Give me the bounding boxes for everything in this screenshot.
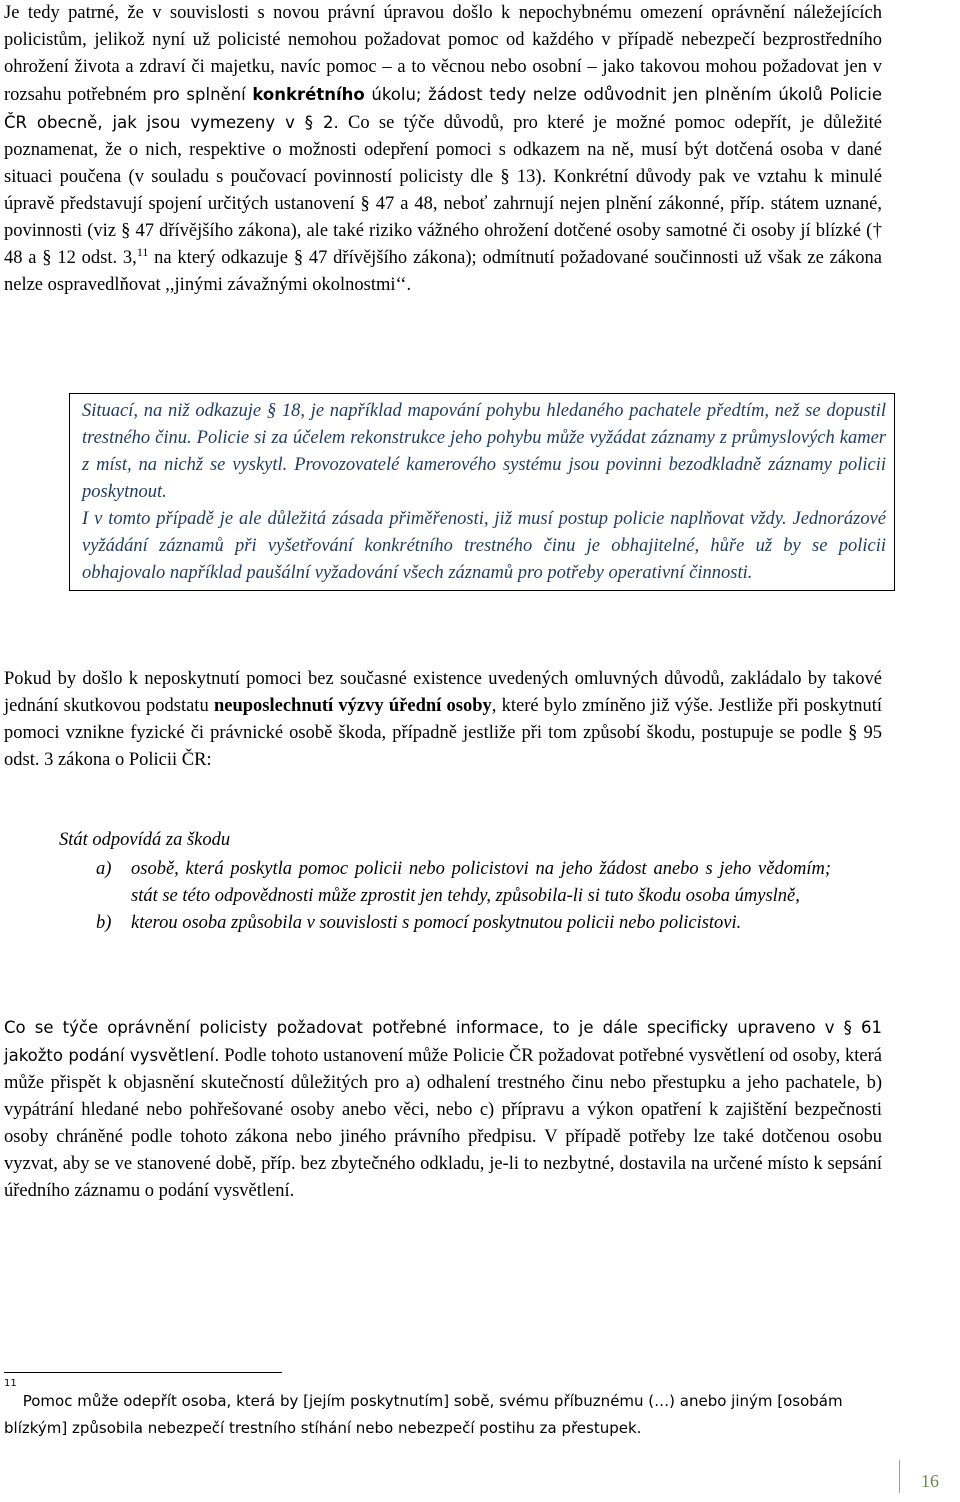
page-number: 16 [899, 1460, 960, 1493]
example-box-paragraph-2: I v tomto případě je ale důležitá zásada přiměřenosti, již musí postup policie naplňovat vždy. Jednorázové vyžádání záznamů při vyšetřování konkrétního trestného činu je obhajitelné, hůře už by se policii obhajovalo například paušální vyžadování všech záznamů pro potřeby operativní činnosti. [82, 509, 886, 583]
law-quote-item-text: osobě, která poskytla pomoc policii nebo policistovi na jeho žádost anebo s jeho vědomím; stát se této odpovědnosti může zprostit jen tehdy, způsobila-li si tuto škodu osoba úmyslně, [131, 859, 831, 906]
paragraph-2-bold: neuposlechnutí výzvy úřední osoby [213, 696, 492, 716]
paragraph-1-part-2: pro splnění [152, 85, 253, 104]
law-quote-item-label: b) [96, 913, 112, 933]
example-box [69, 393, 895, 591]
law-quote-heading: Stát odpovídá za škodu [59, 830, 231, 850]
footnote-reference[interactable]: 11 [136, 244, 149, 259]
paragraph-1-part-3: úkolu; žádost tedy nelze odůvodnit jen plněním úkolů Policie ČR obecně, jak jsou vymezeny v § 2. [4, 85, 882, 132]
paragraph-1-part-4: Co se týče důvodů, pro které je možné pomoc odepřít, je důležité poznamenat, že o nich, respektive o možnosti odepření pomoci s odkazem na ně, musí být dotčená osoba v dané situaci poučena (v souladu s poučovací povinností policisty dle § 13). Konkrétní důvody pak ve vztahu k minulé úpravě představují spojení určitých ustanovení § 47 a 48, neboť zahrnují nejen plnění zákonné, příp. státem uznané, povinnosti (viz § 47 dřívějšího zákona), ale také riziko vážného ohrožení dotčené osoby samotné či osoby jí blízké († 48 a § 12 odst. 3, [4, 113, 882, 268]
footnote-number: 11 [4, 1378, 17, 1389]
paragraph-2 [4, 666, 882, 774]
example-box-paragraph-1: Situací, na niž odkazuje § 18, je například mapování pohybu hledaného pachatele předtím, než se dopustil trestného činu. Policie si za účelem rekonstrukce jeho pohybu může vyžádat záznamy z průmyslových kamer z míst, na nichž se vyskytl. Provozovatelé kamerového systému jsou povinni bezodkladně záznamy policii poskytnout. [82, 401, 886, 502]
paragraph-1 [4, 0, 882, 299]
paragraph-3-part-2: Podle tohoto ustanovení může Policie ČR požadovat potřebné vysvětlení od osoby, která může přispět k objasnění skutečností důležitých pro a) odhalení trestného činu nebo přestupku a jeho pachatele, b) vypátrání hledané nebo pohřešované osoby anebo věci, nebo c) přípravu a výkon opatření k zajištění bezpečnosti osoby chráněné podle tohoto zákona nebo jiného právního předpisu. V případě potřeby lze také dotčenou osobu vyzvat, aby se ve stanovené době, příp. bez zbytečného odkladu, je-li to nezbytné, dostavila na určené místo k sepsání úředního záznamu o podání vysvětlení. [4, 1046, 883, 1201]
law-quote [59, 827, 831, 937]
footnote-text: Pomoc může odepřít osoba, která by [jejím poskytnutím] sobě, svému příbuznému (…) anebo jiným [osobám blízkým] způsobila nebezpečí trestního stíhání nebo nebezpečí postihu za přestupek. [4, 1392, 843, 1437]
law-quote-item-label: a) [96, 859, 112, 879]
law-quote-item-text: kterou osoba způsobila v souvislosti s pomocí poskytnutou policii nebo policistovi. [131, 913, 742, 933]
paragraph-1-bold: konkrétního [252, 85, 365, 104]
footnote-separator [4, 1372, 282, 1373]
paragraph-1-part-1: Je tedy patrné, že v souvislosti s novou právní úpravou došlo k nepochybnému omezení oprávnění náležejících policistům, jelikož nyní už policisté nemohou požadovat pomoc od každého v případě nebezpečí bezprostředního ohrožení života a zdraví či majetku, navíc pomoc – a to věcnou nebo osobní – jako takovou mohou požadovat jen v rozsahu potřebném [4, 3, 882, 105]
paragraph-3 [4, 1014, 882, 1205]
law-quote-item-b [59, 910, 831, 937]
law-quote-item-a [59, 856, 831, 910]
footnote [4, 1378, 884, 1442]
paragraph-2-part-1: Pokud by došlo k neposkytnutí pomoci bez současné existence uvedených omluvných důvodů, zakládalo by takové jednání skutkovou podstatu [4, 669, 882, 716]
paragraph-2-part-2: , které bylo zmíněno již výše. Jestliže při poskytnutí pomoci vznikne fyzické či právnické osobě škoda, případně jestliže při tom způsobí škodu, postupuje se podle § 95 odst. 3 zákona o Policii ČR: [4, 696, 882, 770]
paragraph-3-part-1: Co se týče oprávnění policisty požadovat potřebné informace, to je dále specificky upraveno v § 61 jakožto podání vysvětlení. [4, 1018, 882, 1065]
paragraph-1-part-5: na který odkazuje § 47 dřívějšího zákona); odmítnutí požadované součinnosti už však ze zákona nelze ospravedlňovat ,,jinými závažnými okolnostmi‘‘. [4, 248, 882, 295]
